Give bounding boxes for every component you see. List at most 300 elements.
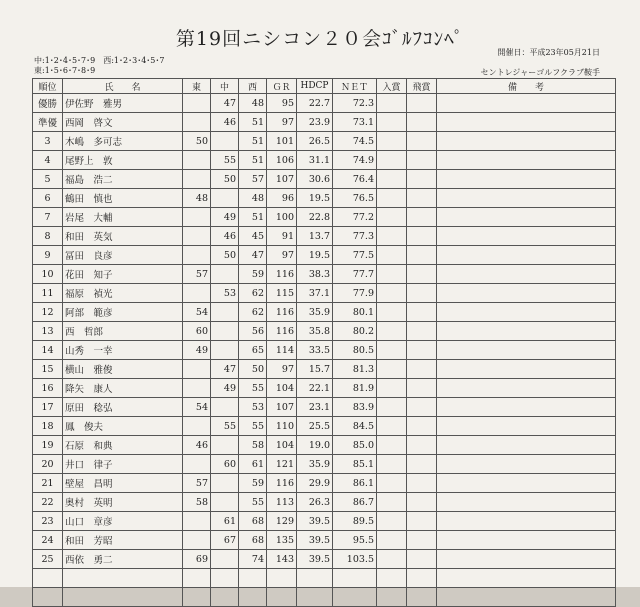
- west-score-cell: 62: [239, 303, 267, 322]
- venue-name: セントレジャーゴルフクラブ鞍手: [480, 68, 600, 77]
- hdcp-cell: 19.0: [297, 436, 333, 455]
- remarks-cell: [437, 94, 616, 113]
- table-row: [33, 379, 616, 398]
- special-prize-cell: [407, 189, 437, 208]
- name-cell: 尾野上 敦: [63, 151, 183, 170]
- name-cell: 原田 稔弘: [63, 398, 183, 417]
- gross-score-cell: 116: [267, 474, 297, 493]
- remarks-cell: [437, 341, 616, 360]
- hdcp-cell: 39.5: [297, 550, 333, 569]
- net-score-cell: 86.7: [333, 493, 377, 512]
- west-score-cell: 61: [239, 455, 267, 474]
- table-row: [33, 322, 616, 341]
- middle-score-cell: [211, 322, 239, 341]
- table-row: [33, 455, 616, 474]
- name-cell: 阿部 範彦: [63, 303, 183, 322]
- hdcp-cell: 35.8: [297, 322, 333, 341]
- col-name: 氏 名: [63, 79, 183, 94]
- rank-cell: [33, 569, 63, 588]
- rank-cell: 8: [33, 227, 63, 246]
- gross-score-cell: 104: [267, 436, 297, 455]
- west-score-cell: [239, 569, 267, 588]
- east-score-cell: 69: [183, 550, 211, 569]
- net-score-cell: 77.5: [333, 246, 377, 265]
- hdcp-cell: 22.1: [297, 379, 333, 398]
- hdcp-cell: 37.1: [297, 284, 333, 303]
- gross-score-cell: 106: [267, 151, 297, 170]
- rank-cell: 23: [33, 512, 63, 531]
- hdcp-cell: 39.5: [297, 512, 333, 531]
- hdcp-cell: 23.1: [297, 398, 333, 417]
- prize-cell: [377, 189, 407, 208]
- middle-score-cell: [211, 265, 239, 284]
- west-score-cell: 55: [239, 417, 267, 436]
- prize-cell: [377, 132, 407, 151]
- remarks-cell: [437, 531, 616, 550]
- west-score-cell: 68: [239, 512, 267, 531]
- empty-table-row: [33, 569, 616, 588]
- hdcp-cell: 22.8: [297, 208, 333, 227]
- name-cell: 奥村 英明: [63, 493, 183, 512]
- rank-cell: 22: [33, 493, 63, 512]
- middle-score-cell: [211, 398, 239, 417]
- col-rank: 順位: [33, 79, 63, 94]
- held-date: 開催日：平成23年05月21日: [497, 48, 600, 57]
- special-prize-cell: [407, 170, 437, 189]
- remarks-cell: [437, 455, 616, 474]
- special-prize-cell: [407, 227, 437, 246]
- west-score-cell: 53: [239, 398, 267, 417]
- prize-cell: [377, 246, 407, 265]
- gross-score-cell: [267, 588, 297, 607]
- west-score-cell: 74: [239, 550, 267, 569]
- name-cell: 和田 芳昭: [63, 531, 183, 550]
- middle-score-cell: 47: [211, 94, 239, 113]
- east-score-cell: 57: [183, 474, 211, 493]
- net-score-cell: 95.5: [333, 531, 377, 550]
- hdcp-cell: 35.9: [297, 455, 333, 474]
- prize-cell: [377, 322, 407, 341]
- rank-cell: 12: [33, 303, 63, 322]
- special-prize-cell: [407, 455, 437, 474]
- middle-score-cell: 46: [211, 227, 239, 246]
- rank-cell: 21: [33, 474, 63, 493]
- table-row: [33, 493, 616, 512]
- col-special-prize: 飛賞: [407, 79, 437, 94]
- prize-cell: [377, 436, 407, 455]
- middle-score-cell: 61: [211, 512, 239, 531]
- name-cell: 和田 英気: [63, 227, 183, 246]
- net-score-cell: 77.9: [333, 284, 377, 303]
- west-score-cell: 57: [239, 170, 267, 189]
- east-score-cell: 54: [183, 398, 211, 417]
- middle-score-cell: 49: [211, 208, 239, 227]
- net-score-cell: 85.1: [333, 455, 377, 474]
- remarks-cell: [437, 588, 616, 607]
- rank-cell: 準優: [33, 113, 63, 132]
- west-score-cell: 55: [239, 493, 267, 512]
- name-cell: 井口 律子: [63, 455, 183, 474]
- east-score-cell: 54: [183, 303, 211, 322]
- special-prize-cell: [407, 284, 437, 303]
- gross-score-cell: 100: [267, 208, 297, 227]
- name-cell: 山口 章彦: [63, 512, 183, 531]
- middle-score-cell: 53: [211, 284, 239, 303]
- west-score-cell: 48: [239, 189, 267, 208]
- gross-score-cell: 116: [267, 322, 297, 341]
- middle-score-cell: 55: [211, 151, 239, 170]
- score-table: [32, 78, 616, 607]
- special-prize-cell: [407, 246, 437, 265]
- remarks-cell: [437, 474, 616, 493]
- rank-cell: 25: [33, 550, 63, 569]
- net-score-cell: 81.3: [333, 360, 377, 379]
- east-score-cell: 58: [183, 493, 211, 512]
- prize-cell: [377, 417, 407, 436]
- hdcp-cell: 26.3: [297, 493, 333, 512]
- middle-score-cell: [211, 189, 239, 208]
- middle-score-cell: [211, 550, 239, 569]
- remarks-cell: [437, 170, 616, 189]
- page-title: 第19回ニシコン２０会ｺﾞﾙﾌｺﾝﾍﾟ: [175, 28, 465, 50]
- middle-score-cell: [211, 303, 239, 322]
- gross-score-cell: 110: [267, 417, 297, 436]
- table-row: [33, 94, 616, 113]
- prize-cell: [377, 455, 407, 474]
- remarks-cell: [437, 493, 616, 512]
- table-row: [33, 341, 616, 360]
- name-cell: [63, 588, 183, 607]
- special-prize-cell: [407, 588, 437, 607]
- special-prize-cell: [407, 512, 437, 531]
- middle-score-cell: 60: [211, 455, 239, 474]
- middle-score-cell: [211, 341, 239, 360]
- table-row: [33, 265, 616, 284]
- empty-table-row: [33, 588, 616, 607]
- gross-score-cell: 116: [267, 265, 297, 284]
- name-cell: 横山 雅俊: [63, 360, 183, 379]
- prize-cell: [377, 265, 407, 284]
- gross-score-cell: 143: [267, 550, 297, 569]
- special-prize-cell: [407, 474, 437, 493]
- gross-score-cell: 113: [267, 493, 297, 512]
- special-prize-cell: [407, 531, 437, 550]
- east-score-cell: 60: [183, 322, 211, 341]
- gross-score-cell: 115: [267, 284, 297, 303]
- west-score-cell: 51: [239, 151, 267, 170]
- rank-cell: 優勝: [33, 94, 63, 113]
- remarks-cell: [437, 417, 616, 436]
- remarks-cell: [437, 303, 616, 322]
- special-prize-cell: [407, 569, 437, 588]
- middle-score-cell: 47: [211, 360, 239, 379]
- west-score-cell: 47: [239, 246, 267, 265]
- net-score-cell: [333, 569, 377, 588]
- west-score-cell: 45: [239, 227, 267, 246]
- net-score-cell: 76.5: [333, 189, 377, 208]
- rank-cell: 3: [33, 132, 63, 151]
- west-score-cell: 51: [239, 132, 267, 151]
- east-score-cell: 57: [183, 265, 211, 284]
- special-prize-cell: [407, 208, 437, 227]
- hdcp-cell: 19.5: [297, 189, 333, 208]
- table-row: [33, 417, 616, 436]
- remarks-cell: [437, 284, 616, 303]
- col-prize: 入賞: [377, 79, 407, 94]
- special-prize-cell: [407, 398, 437, 417]
- prize-cell: [377, 360, 407, 379]
- table-row: [33, 208, 616, 227]
- east-score-cell: [183, 284, 211, 303]
- middle-score-cell: [211, 436, 239, 455]
- gross-score-cell: 121: [267, 455, 297, 474]
- east-score-cell: 48: [183, 189, 211, 208]
- east-score-cell: [183, 246, 211, 265]
- course-holes-line-2: 東:1･5･6･7･8･9: [34, 66, 96, 75]
- name-cell: 壁屋 昌明: [63, 474, 183, 493]
- east-score-cell: [183, 588, 211, 607]
- net-score-cell: [333, 588, 377, 607]
- col-gross: ＧＲ: [267, 79, 297, 94]
- gross-score-cell: 107: [267, 398, 297, 417]
- middle-score-cell: [211, 132, 239, 151]
- special-prize-cell: [407, 341, 437, 360]
- net-score-cell: 77.2: [333, 208, 377, 227]
- name-cell: 降矢 康人: [63, 379, 183, 398]
- prize-cell: [377, 550, 407, 569]
- west-score-cell: 59: [239, 474, 267, 493]
- west-score-cell: 48: [239, 94, 267, 113]
- name-cell: 冨田 良彦: [63, 246, 183, 265]
- prize-cell: [377, 531, 407, 550]
- name-cell: 鶴田 慎也: [63, 189, 183, 208]
- special-prize-cell: [407, 151, 437, 170]
- remarks-cell: [437, 132, 616, 151]
- remarks-cell: [437, 208, 616, 227]
- middle-score-cell: 67: [211, 531, 239, 550]
- rank-cell: 4: [33, 151, 63, 170]
- col-east: 東: [183, 79, 211, 94]
- net-score-cell: 74.9: [333, 151, 377, 170]
- prize-cell: [377, 208, 407, 227]
- hdcp-cell: 26.5: [297, 132, 333, 151]
- gross-score-cell: 97: [267, 113, 297, 132]
- hdcp-cell: 13.7: [297, 227, 333, 246]
- prize-cell: [377, 398, 407, 417]
- west-score-cell: 50: [239, 360, 267, 379]
- rank-cell: 17: [33, 398, 63, 417]
- hdcp-cell: 39.5: [297, 531, 333, 550]
- gross-score-cell: [267, 569, 297, 588]
- gross-score-cell: 101: [267, 132, 297, 151]
- special-prize-cell: [407, 113, 437, 132]
- net-score-cell: 80.5: [333, 341, 377, 360]
- prize-cell: [377, 474, 407, 493]
- prize-cell: [377, 94, 407, 113]
- west-score-cell: 65: [239, 341, 267, 360]
- west-score-cell: 56: [239, 322, 267, 341]
- net-score-cell: 103.5: [333, 550, 377, 569]
- name-cell: 石原 和典: [63, 436, 183, 455]
- gross-score-cell: 91: [267, 227, 297, 246]
- middle-score-cell: 55: [211, 417, 239, 436]
- gross-score-cell: 97: [267, 246, 297, 265]
- course-holes-line-1: 中:1･2･4･5･7･9 西:1･2･3･4･5･7: [34, 56, 165, 65]
- rank-cell: 24: [33, 531, 63, 550]
- table-row: [33, 303, 616, 322]
- rank-cell: 11: [33, 284, 63, 303]
- table-row: [33, 170, 616, 189]
- hdcp-cell: 33.5: [297, 341, 333, 360]
- middle-score-cell: [211, 588, 239, 607]
- name-cell: 福島 浩二: [63, 170, 183, 189]
- east-score-cell: [183, 151, 211, 170]
- net-score-cell: 86.1: [333, 474, 377, 493]
- col-west: 西: [239, 79, 267, 94]
- gross-score-cell: 114: [267, 341, 297, 360]
- gross-score-cell: 107: [267, 170, 297, 189]
- name-cell: 西 哲郎: [63, 322, 183, 341]
- east-score-cell: [183, 113, 211, 132]
- gross-score-cell: 97: [267, 360, 297, 379]
- rank-cell: 9: [33, 246, 63, 265]
- table-row: [33, 189, 616, 208]
- prize-cell: [377, 493, 407, 512]
- table-row: [33, 531, 616, 550]
- net-score-cell: 74.5: [333, 132, 377, 151]
- table-row: [33, 398, 616, 417]
- remarks-cell: [437, 246, 616, 265]
- hdcp-cell: 22.7: [297, 94, 333, 113]
- table-row: [33, 550, 616, 569]
- prize-cell: [377, 588, 407, 607]
- name-cell: [63, 569, 183, 588]
- prize-cell: [377, 227, 407, 246]
- middle-score-cell: 50: [211, 246, 239, 265]
- east-score-cell: 50: [183, 132, 211, 151]
- rank-cell: 5: [33, 170, 63, 189]
- rank-cell: 19: [33, 436, 63, 455]
- header-row: [33, 79, 616, 94]
- hdcp-cell: 15.7: [297, 360, 333, 379]
- gross-score-cell: 96: [267, 189, 297, 208]
- east-score-cell: [183, 512, 211, 531]
- gross-score-cell: 95: [267, 94, 297, 113]
- west-score-cell: 59: [239, 265, 267, 284]
- hdcp-cell: 23.9: [297, 113, 333, 132]
- east-score-cell: [183, 455, 211, 474]
- remarks-cell: [437, 189, 616, 208]
- gross-score-cell: 116: [267, 303, 297, 322]
- rank-cell: 18: [33, 417, 63, 436]
- west-score-cell: 55: [239, 379, 267, 398]
- special-prize-cell: [407, 493, 437, 512]
- prize-cell: [377, 303, 407, 322]
- name-cell: 岩尾 大輔: [63, 208, 183, 227]
- name-cell: 西岡 啓文: [63, 113, 183, 132]
- net-score-cell: 80.1: [333, 303, 377, 322]
- table-row: [33, 360, 616, 379]
- middle-score-cell: 49: [211, 379, 239, 398]
- net-score-cell: 77.7: [333, 265, 377, 284]
- middle-score-cell: 46: [211, 113, 239, 132]
- special-prize-cell: [407, 94, 437, 113]
- table-row: [33, 512, 616, 531]
- special-prize-cell: [407, 379, 437, 398]
- name-cell: 花田 知子: [63, 265, 183, 284]
- remarks-cell: [437, 569, 616, 588]
- special-prize-cell: [407, 436, 437, 455]
- net-score-cell: 80.2: [333, 322, 377, 341]
- table-row: [33, 151, 616, 170]
- east-score-cell: [183, 569, 211, 588]
- table-row: [33, 284, 616, 303]
- west-score-cell: 51: [239, 208, 267, 227]
- net-score-cell: 72.3: [333, 94, 377, 113]
- west-score-cell: 51: [239, 113, 267, 132]
- name-cell: 福原 禎光: [63, 284, 183, 303]
- net-score-cell: 84.5: [333, 417, 377, 436]
- prize-cell: [377, 512, 407, 531]
- remarks-cell: [437, 436, 616, 455]
- special-prize-cell: [407, 322, 437, 341]
- score-table-body: [33, 94, 616, 607]
- table-row: [33, 132, 616, 151]
- east-score-cell: 49: [183, 341, 211, 360]
- special-prize-cell: [407, 360, 437, 379]
- special-prize-cell: [407, 265, 437, 284]
- rank-cell: 15: [33, 360, 63, 379]
- table-row: [33, 227, 616, 246]
- west-score-cell: 68: [239, 531, 267, 550]
- east-score-cell: [183, 208, 211, 227]
- hdcp-cell: 35.9: [297, 303, 333, 322]
- rank-cell: 13: [33, 322, 63, 341]
- name-cell: 木嶋 多可志: [63, 132, 183, 151]
- rank-cell: 6: [33, 189, 63, 208]
- net-score-cell: 83.9: [333, 398, 377, 417]
- col-remarks: 備 考: [437, 79, 616, 94]
- east-score-cell: [183, 379, 211, 398]
- rank-cell: 10: [33, 265, 63, 284]
- east-score-cell: [183, 170, 211, 189]
- west-score-cell: [239, 588, 267, 607]
- middle-score-cell: [211, 474, 239, 493]
- middle-score-cell: [211, 569, 239, 588]
- net-score-cell: 73.1: [333, 113, 377, 132]
- name-cell: 西依 勇二: [63, 550, 183, 569]
- hdcp-cell: 19.5: [297, 246, 333, 265]
- prize-cell: [377, 170, 407, 189]
- middle-score-cell: 50: [211, 170, 239, 189]
- special-prize-cell: [407, 132, 437, 151]
- rank-cell: 20: [33, 455, 63, 474]
- name-cell: 山秀 一幸: [63, 341, 183, 360]
- prize-cell: [377, 341, 407, 360]
- remarks-cell: [437, 151, 616, 170]
- hdcp-cell: [297, 569, 333, 588]
- net-score-cell: 76.4: [333, 170, 377, 189]
- middle-score-cell: [211, 493, 239, 512]
- rank-cell: 7: [33, 208, 63, 227]
- east-score-cell: [183, 360, 211, 379]
- remarks-cell: [437, 379, 616, 398]
- east-score-cell: [183, 531, 211, 550]
- prize-cell: [377, 284, 407, 303]
- remarks-cell: [437, 322, 616, 341]
- remarks-cell: [437, 113, 616, 132]
- name-cell: 伊佐野 雅男: [63, 94, 183, 113]
